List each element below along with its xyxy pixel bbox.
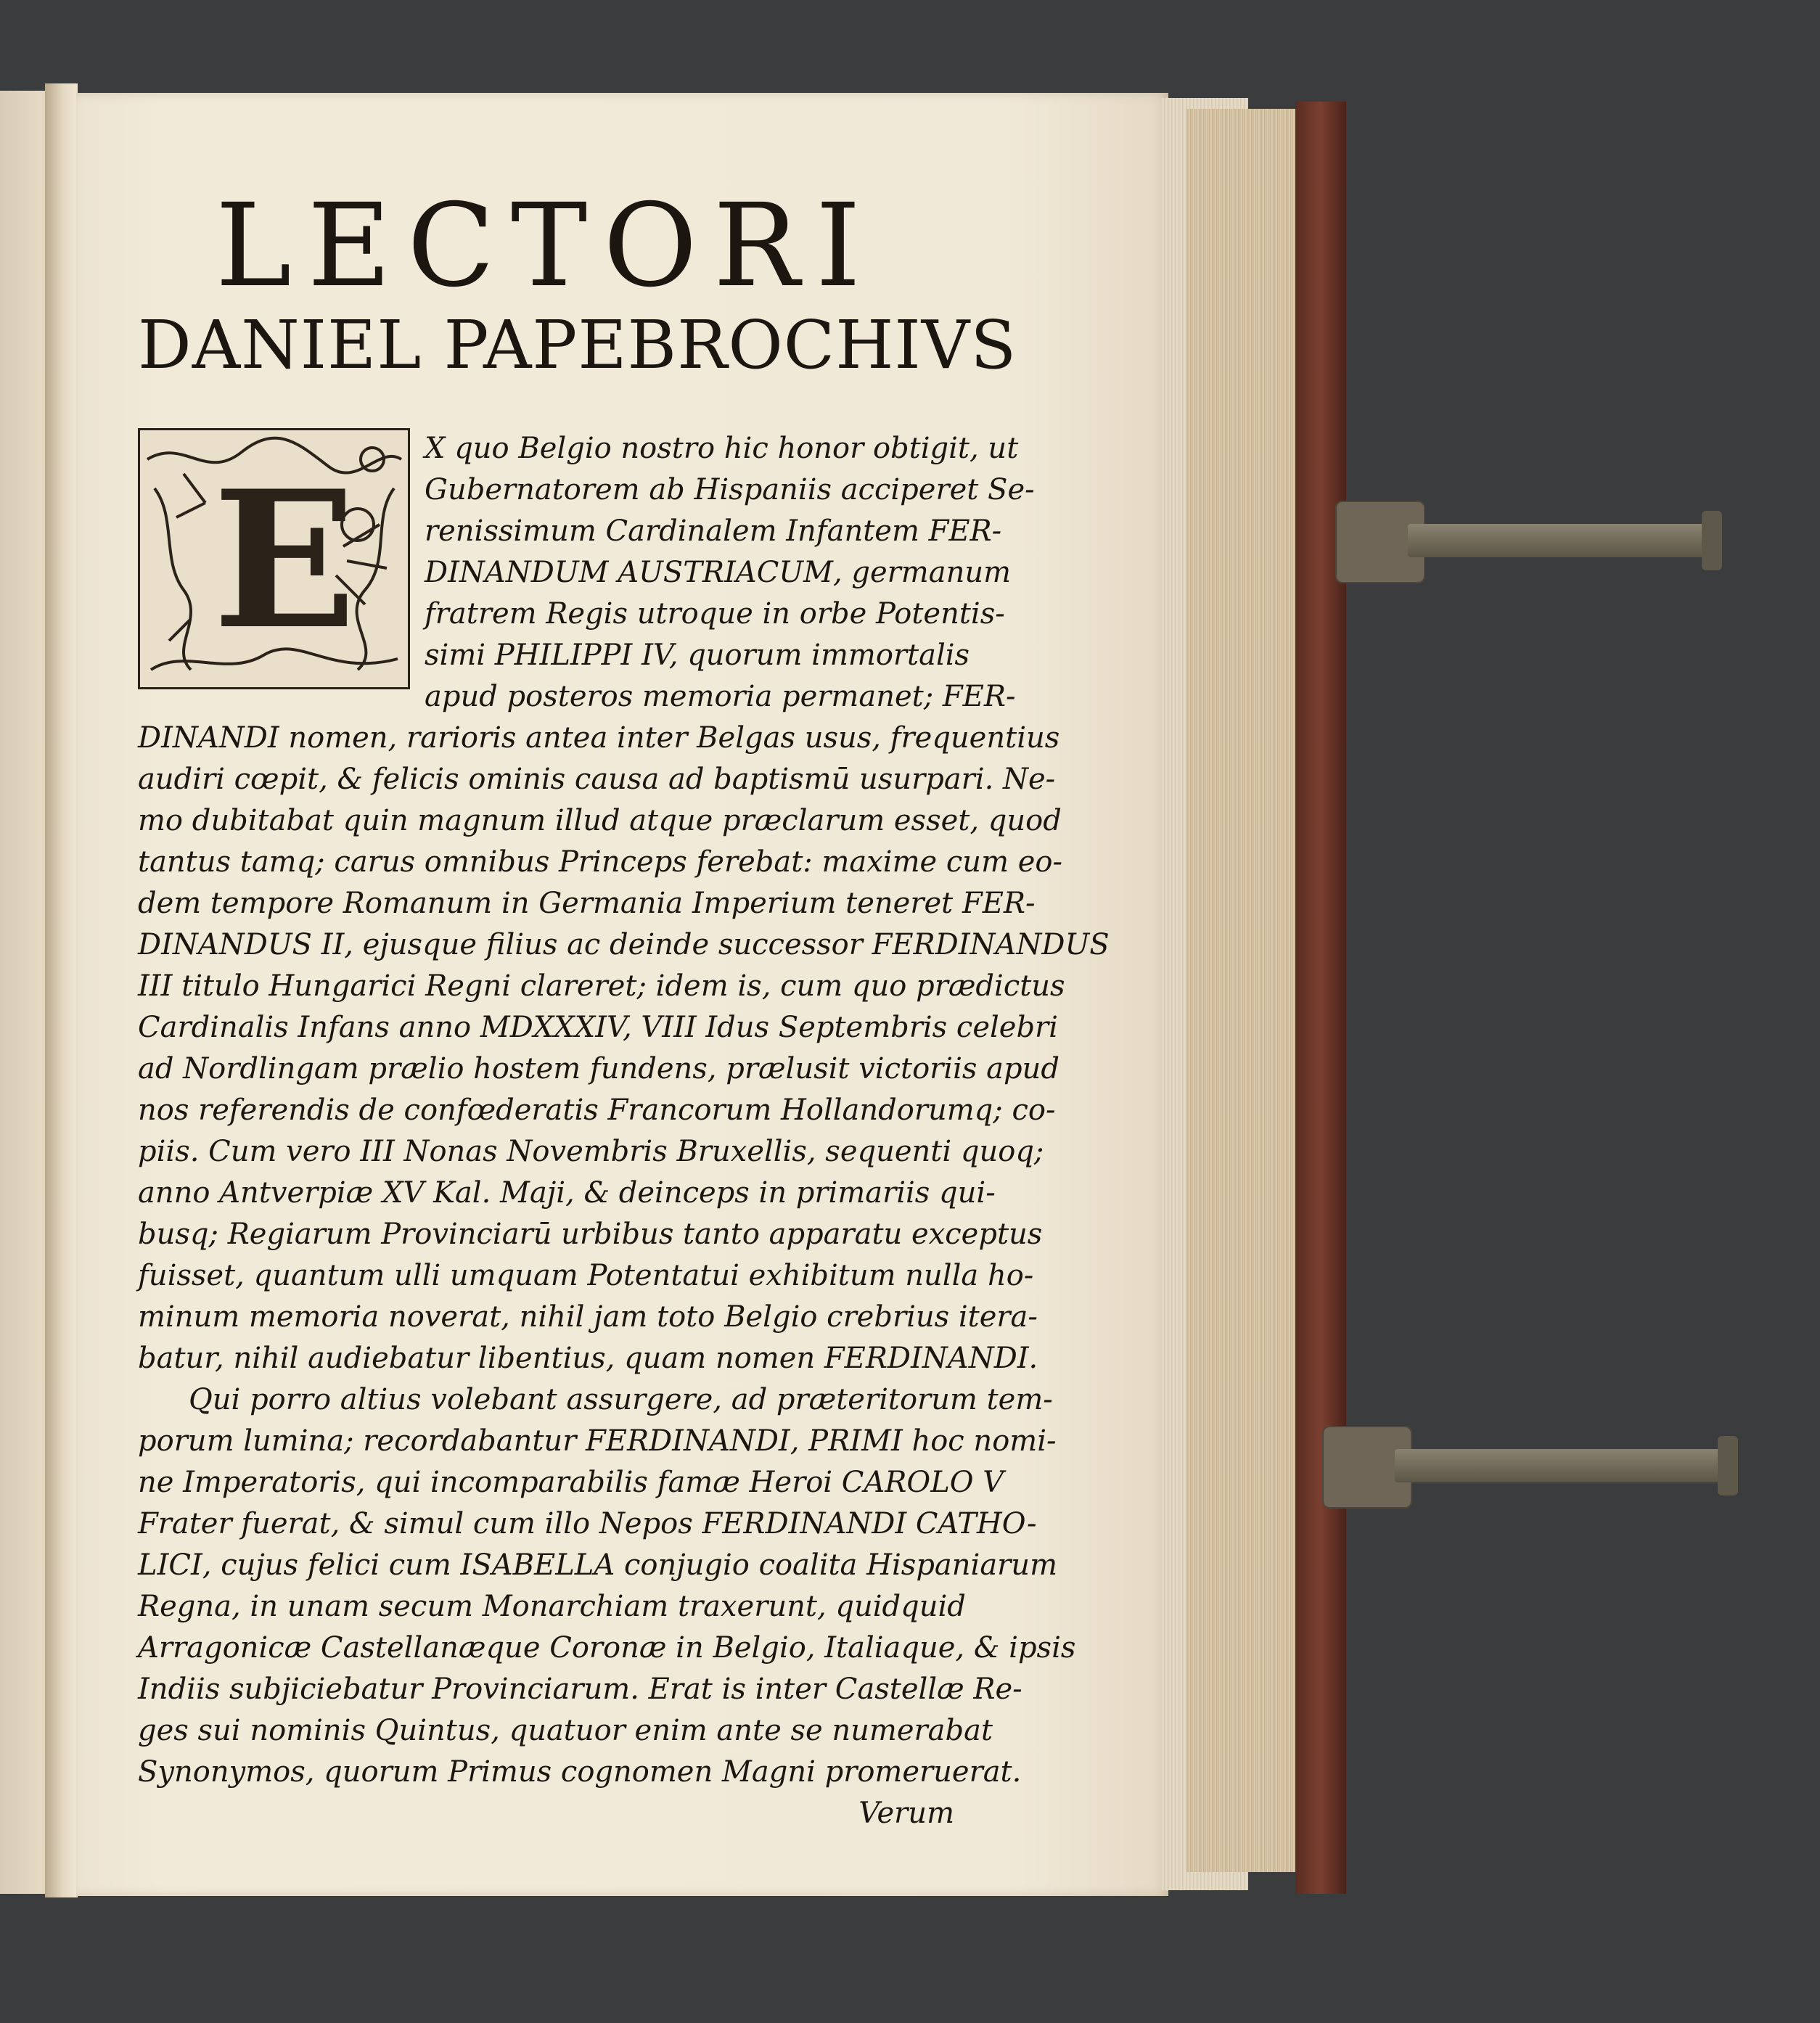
text-line: Regna, in unam secum Monarchiam traxerunt, quidquid <box>138 1590 966 1623</box>
page-title: LECTORI <box>215 179 877 313</box>
body-text <box>138 428 1110 1834</box>
text-line: tantus tamq; carus omnibus Princeps ferebat: maxime cum eo- <box>138 845 1062 879</box>
text-line: dem tempore Romanum in Germania Imperium teneret FER- <box>138 887 1036 920</box>
text-line: LICI, cujus felici cum ISABELLA conjugio coalita Hispaniarum <box>138 1548 1057 1582</box>
text-line: DINANDUS II, ejusque filius ac deinde successor FERDINANDUS <box>138 928 1110 961</box>
text-line: minum memoria noverat, nihil jam toto Belgio crebrius itera- <box>138 1300 1038 1334</box>
text-line: porum lumina; recordabantur FERDINANDI, PRIMI hoc nomi- <box>138 1424 1057 1458</box>
text-line: Arragonicæ Castellanæque Coronæ in Belgio, Italiaque, & ipsis <box>138 1631 1076 1665</box>
text-line: anno Antverpiæ XV Kal. Maji, & deinceps in primariis qui- <box>138 1176 996 1210</box>
book-gutter <box>45 83 78 1897</box>
text-line: Synonymos, quorum Primus cognomen Magni promeruerat. <box>138 1755 1022 1789</box>
text-line: ges sui nominis Quintus, quatuor enim ante se numerabat <box>138 1714 993 1747</box>
text-line: fratrem Regis utroque in orbe Potentis- <box>425 597 1005 631</box>
catchword: Verum <box>858 1797 954 1830</box>
text-line: III titulo Hungarici Regni clareret; idem is, cum quo prædictus <box>138 969 1065 1003</box>
text-line: renissimum Cardinalem Infantem FER- <box>425 514 1002 548</box>
author-heading: DANIEL PAPEBROCHIVS <box>138 306 1017 384</box>
text-line: mo dubitabat quin magnum illud atque præclarum esset, quod <box>138 804 1062 837</box>
text-line: Gubernatorem ab Hispaniis acciperet Se- <box>425 473 1035 506</box>
text-line: fuisset, quantum ulli umquam Potentatui exhibitum nulla ho- <box>138 1259 1034 1292</box>
text-line: busq; Regiarum Provinciarū urbibus tanto apparatu exceptus <box>138 1218 1043 1251</box>
text-line: piis. Cum vero III Nonas Novembris Bruxellis, sequenti quoq; <box>138 1135 1044 1168</box>
drop-cap-letter: E <box>213 450 357 671</box>
text-line: DINANDUM AUSTRIACUM, germanum <box>425 556 1012 589</box>
text-line: ad Nordlingam prælio hostem fundens, prælusit victoriis apud <box>138 1052 1059 1086</box>
leather-cover <box>1295 102 1346 1894</box>
text-line: Cardinalis Infans anno MDXXXIV, VIII Idus Septembris celebri <box>138 1011 1058 1044</box>
text-line: ne Imperatoris, qui incomparabilis famæ Heroi CAROLO V <box>138 1466 1004 1499</box>
text-line: DINANDI nomen, rarioris antea inter Belgas usus, frequentius <box>138 721 1060 755</box>
text-line: Frater fuerat, & simul cum illo Nepos FERDINANDI CATHO- <box>138 1507 1037 1540</box>
fore-edge <box>1186 109 1299 1872</box>
text-line: Indiis subjiciebatur Provinciarum. Erat is inter Castellæ Re- <box>138 1673 1022 1706</box>
text-line: apud posteros memoria permanet; FER- <box>425 680 1016 713</box>
page-text <box>138 179 1110 1830</box>
text-line: batur, nihil audiebatur libentius, quam nomen FERDINANDI. <box>138 1342 1038 1375</box>
text-line: audiri cœpit, & felicis ominis causa ad baptismū usurpari. Ne- <box>138 763 1056 796</box>
text-line: Qui porro altius volebant assurgere, ad præteritorum tem- <box>189 1383 1053 1416</box>
text-line: X quo Belgio nostro hic honor obtigit, ut <box>425 432 1019 465</box>
text-line: nos referendis de confœderatis Francorum Hollandorumq; co- <box>138 1093 1056 1127</box>
text-line: simi PHILIPPI IV, quorum immortalis <box>425 639 970 672</box>
